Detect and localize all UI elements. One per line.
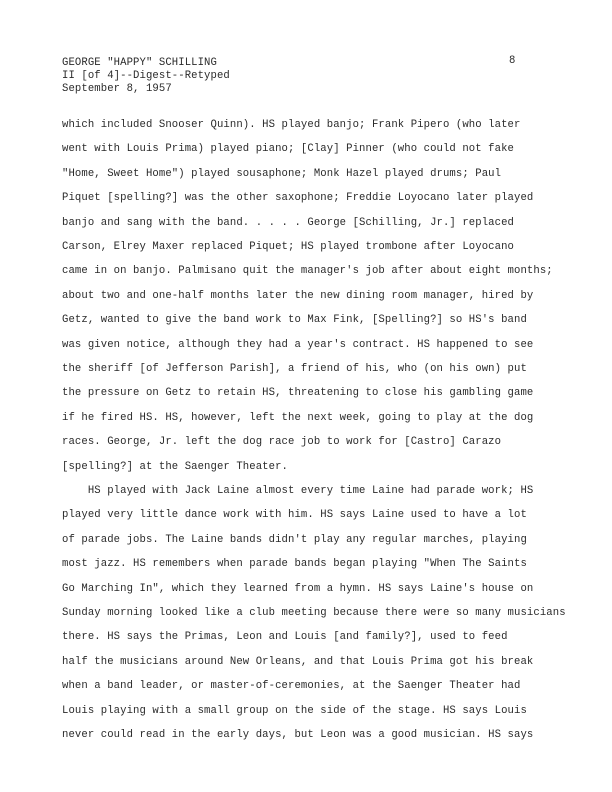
- body-line: the pressure on Getz to retain HS, threatening to close his gambling game: [62, 387, 534, 400]
- body-line: played very little dance work with him. HS says Laine used to have a lot: [62, 509, 527, 522]
- header-subtitle: II [of 4]--Digest--Retyped: [62, 70, 230, 82]
- document-header: [62, 57, 230, 96]
- body-line: when a band leader, or master-of-ceremonies, at the Saenger Theater had: [62, 680, 521, 693]
- body-line: half the musicians around New Orleans, and that Louis Prima got his break: [62, 655, 534, 668]
- body-line: went with Louis Prima) played piano; [Clay] Pinner (who could not fake: [62, 143, 515, 156]
- body-line: was given notice, although they had a year's contract. HS happened to see: [62, 338, 534, 351]
- body-line: Carson, Elrey Maxer replaced Piquet; HS played trombone after Loyocano: [62, 241, 515, 253]
- body-line: HS played with Jack Laine almost every time Laine had parade work; HS: [62, 485, 534, 497]
- body-line: of parade jobs. The Laine bands didn't play any regular marches, playing: [62, 533, 527, 546]
- body-line: Getz, wanted to give the band work to Max Fink, [Spelling?] so HS's band: [62, 314, 527, 327]
- body-line: never could read in the early days, but Leon was a good musician. HS says: [62, 729, 534, 741]
- body-line: most jazz. HS remembers when parade bands began playing "When The Saints: [62, 558, 527, 571]
- body-line: races. George, Jr. left the dog race job to work for [Castro] Carazo: [62, 436, 502, 449]
- body-line: Louis playing with a small group on the side of the stage. HS says Louis: [62, 704, 527, 717]
- body-line: Go Marching In", which they learned from a hymn. HS says Laine's house on: [62, 582, 534, 595]
- body-line: [spelling?] at the Saenger Theater.: [62, 460, 289, 473]
- body-line: Piquet [spelling?] was the other saxophone; Freddie Loyocano later played: [62, 192, 534, 205]
- body-line: Sunday morning looked like a club meeting because there were so many musicians: [62, 607, 566, 619]
- body-line: "Home, Sweet Home") played sousaphone; Monk Hazel played drums; Paul: [62, 167, 502, 180]
- body-line: if he fired HS. HS, however, left the next week, going to play at the dog: [62, 411, 534, 424]
- body-line: there. HS says the Primas, Leon and Louis [and family?], used to feed: [62, 631, 508, 644]
- body-line: came in on banjo. Palmisano quit the manager's job after about eight months;: [62, 265, 553, 278]
- header-title: GEORGE "HAPPY" SCHILLING: [62, 57, 217, 69]
- header-date: September 8, 1957: [62, 83, 172, 95]
- body-line: about two and one-half months later the new dining room manager, hired by: [62, 289, 534, 302]
- body-line: banjo and sang with the band. . . . . George [Schilling, Jr.] replaced: [62, 216, 515, 229]
- page-number: 8: [509, 55, 516, 67]
- body-line: the sheriff [of Jefferson Parish], a friend of his, who (on his own) put: [62, 363, 527, 375]
- body-line: which included Snooser Quinn). HS played banjo; Frank Pipero (who later: [62, 119, 521, 131]
